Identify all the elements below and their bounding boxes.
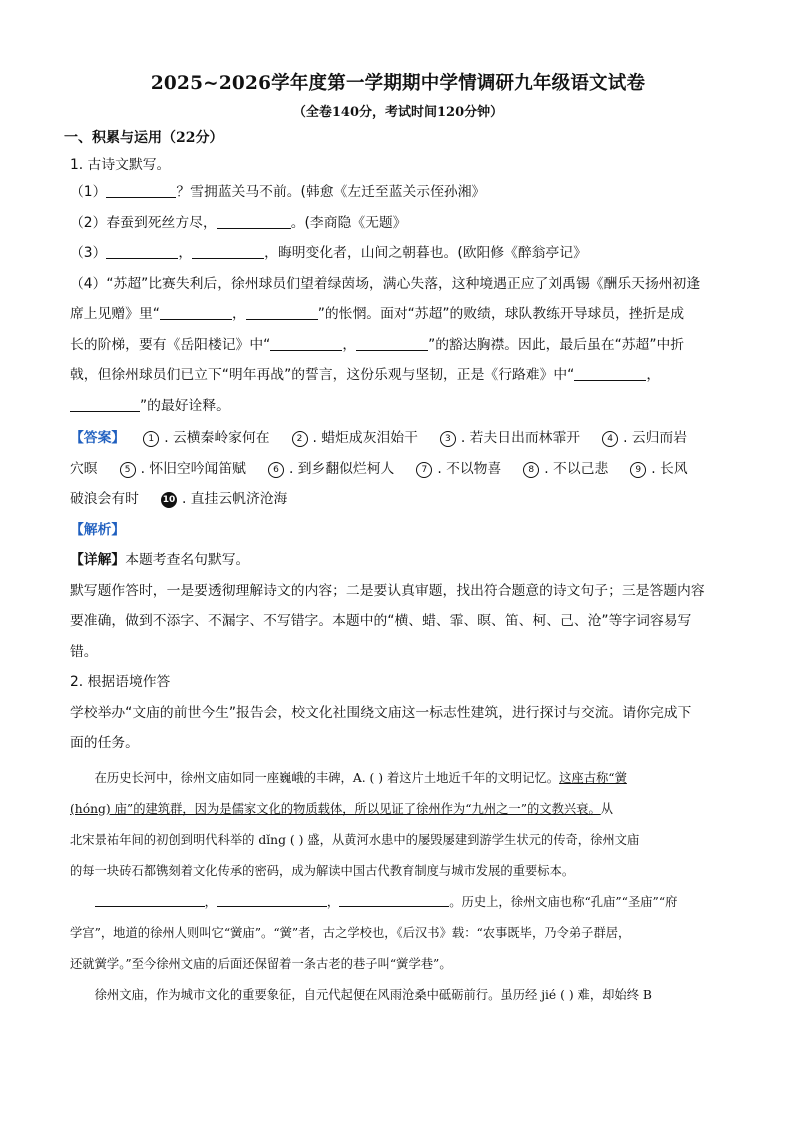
- passage-line: 学宫”，地道的徐州人则叫它“黉庙”。“黉”者，古之学校也，《后汉书》载：“农事既毕，乃令弟子群居，: [70, 925, 631, 940]
- answer-text: . 长风: [651, 460, 688, 477]
- item-text: ”的豁达胸襟。因此，最后虽在“苏超”中折: [428, 336, 685, 353]
- detail-text: 本题考查名句默写。: [125, 552, 250, 568]
- page-subtitle: （全卷140分，考试时间120分钟）: [292, 105, 504, 120]
- item-text: ，: [231, 306, 246, 322]
- number-badge: 9: [630, 462, 646, 478]
- question-2-intro: 面的任务。: [70, 735, 139, 751]
- answer-text: 穴暝: [70, 460, 98, 477]
- answer-tag: 【答案】: [70, 430, 126, 446]
- number-badge: 4: [602, 431, 618, 447]
- analysis-tag: 【解析】: [70, 521, 126, 538]
- question-1-label: 1. 古诗文默写。: [70, 157, 171, 173]
- number-badge: 3: [440, 431, 456, 447]
- underlined-sentence: (hóng) 庙”的建筑群，因为是儒家文化的物质载体，所以见证了徐州作为“九州之一”的文教兴衰。: [70, 801, 601, 816]
- passage-text: ，: [204, 894, 217, 909]
- item-line: [70, 391, 726, 422]
- answer-item: [602, 430, 687, 446]
- item-text: 。(李商隐《无题》: [290, 214, 407, 231]
- answer-item: [120, 461, 246, 477]
- question-2-label: 2. 根据语境作答: [70, 674, 171, 690]
- item-text: ，: [178, 245, 193, 261]
- number-badge: 8: [523, 462, 539, 478]
- passage-line: 的每一块砖石都镌刻着文化传承的密码，成为解读中国古代教育制度与城市发展的重要标本。: [70, 863, 575, 878]
- answer-text: . 直挂云帆济沧海: [181, 491, 288, 507]
- number-badge: 6: [268, 462, 284, 478]
- answer-blank: [246, 305, 318, 320]
- item-text: ，晦明变化者，山间之朝暮也。(欧阳修《醉翁亭记》: [264, 245, 587, 261]
- passage-text: 。历史上，徐州文庙也称“孔庙”“圣庙”“府: [449, 894, 678, 909]
- answer-item: [143, 430, 269, 446]
- detail-tag: 【详解】: [70, 552, 126, 568]
- item-text: （3）: [70, 245, 107, 261]
- answer-line: [70, 454, 726, 485]
- answer-item: [292, 430, 418, 446]
- underlined-sentence: 这座古称“黉: [559, 770, 627, 785]
- passage-line: [70, 794, 726, 825]
- answer-item: [440, 430, 580, 446]
- item-text: ”的怅惘。面对“苏超”的败绩，球队教练开导球员，挫折是成: [317, 306, 685, 322]
- answer-blank: [339, 894, 449, 907]
- answer-blank: [356, 336, 428, 351]
- question-1-item-4: [70, 269, 726, 422]
- answer-blank: [192, 244, 264, 259]
- answer-item: [161, 491, 287, 507]
- answer-blank: [95, 894, 205, 907]
- answer-item: [630, 461, 687, 477]
- answer-text: . 到乡翻似烂柯人: [288, 460, 395, 477]
- detail-line: [70, 545, 726, 576]
- answer-item: [416, 461, 501, 477]
- item-text: （4）“苏超”比赛失利后，徐州球员们望着绿茵场，满心失落，这种境遇正应了刘禹锡《酬乐天扬州初逢: [70, 275, 701, 292]
- number-badge: 5: [120, 462, 136, 478]
- item-text: ，: [342, 336, 357, 353]
- section-heading: 一、积累与运用（22分）: [64, 130, 224, 146]
- answer-text: . 若夫日出而林霏开: [460, 430, 581, 446]
- answer-item: [268, 461, 394, 477]
- number-badge: 2: [292, 431, 308, 447]
- number-badge: 1: [143, 431, 159, 447]
- answer-text: 破浪会有时: [70, 491, 139, 507]
- analysis-text: 要准确，做到不添字、不漏字、不写错字。本题中的“横、蜡、霏、暝、笛、柯、己、沧”等字词容易写: [70, 613, 692, 629]
- passage-paragraph-1: [70, 763, 726, 794]
- analysis-text: 错。: [70, 643, 98, 660]
- answer-blank: [574, 366, 646, 381]
- answer-text: . 云横秦岭家何在: [164, 430, 270, 446]
- page-title: 2025~2026学年度第一学期期中学情调研九年级语文试卷: [150, 73, 646, 94]
- passage-text: 在历史长河中，徐州文庙如同一座巍峨的丰碑，A. ( ) 着这片土地近千年的文明记忆。: [94, 770, 560, 785]
- answer-line: [70, 484, 726, 515]
- analysis-text: 默写题作答时，一是要透彻理解诗文的内容；二是要认真审题，找出符合题意的诗文句子；三是答题内容: [70, 582, 705, 599]
- passage-paragraph-2: [70, 887, 726, 918]
- item-text: 戟，但徐州球员们已立下“明年再战”的誓言，这份乐观与坚韧，正是《行路难》中“: [70, 367, 575, 383]
- passage-text: 从: [600, 801, 614, 816]
- passage-text: ，: [326, 894, 340, 909]
- item-text: （1）: [70, 184, 107, 200]
- question-2-intro: 学校举办“文庙的前世今生”报告会，校文化社围绕文庙这一标志性建筑，进行探讨与交流。请你完成下: [70, 704, 692, 721]
- answer-text: . 不以物喜: [437, 460, 502, 477]
- passage-line: 北宋景祐年间的初创到明代科举的 dǐng ( ) 盛，从黄河水患中的屡毁屡建到游学生状元的传奇，徐州文庙: [70, 832, 640, 847]
- answer-block: [70, 423, 726, 515]
- answer-line: [70, 423, 726, 454]
- answer-item: [523, 461, 608, 477]
- answer-blank: [217, 214, 291, 229]
- answer-text: . 蜡炬成灰泪始干: [312, 430, 418, 446]
- answer-text: . 不以己悲: [544, 460, 609, 477]
- question-1-item-2: [70, 208, 726, 239]
- question-1: [70, 154, 726, 421]
- answer-blank: [106, 244, 178, 259]
- answer-blank: [270, 336, 342, 351]
- answer-blank: [217, 894, 327, 907]
- item-line: [70, 330, 726, 361]
- question-1-item-3: [70, 238, 726, 269]
- passage-paragraph-3: 徐州文庙，作为城市文化的重要象征，自元代起便在风雨沧桑中砥砺前行。虽历经 jié ( ) 难，却始终 B: [94, 987, 652, 1002]
- answer-blank: [160, 305, 232, 320]
- question-2: [70, 667, 726, 759]
- item-text: （2）春蚕到死丝方尽，: [70, 214, 217, 231]
- item-text: 席上见赠》里“: [70, 306, 160, 322]
- answer-text: . 怀旧空吟闻笛赋: [140, 460, 246, 477]
- reading-passage: [70, 763, 726, 1011]
- answer-text: . 云归而岩: [623, 430, 688, 446]
- answer-blank: [106, 183, 176, 198]
- item-text: 长的阶梯，要有《岳阳楼记》中“: [70, 336, 271, 353]
- item-text: ，: [646, 367, 661, 383]
- analysis-block: [70, 515, 726, 668]
- item-text: ？雪拥蓝关马不前。(韩愈《左迁至蓝关示侄孙湘》: [176, 184, 486, 200]
- number-badge: 10: [161, 492, 177, 508]
- question-1-item-1: [70, 177, 726, 208]
- item-line: [70, 299, 726, 330]
- passage-line: 还就黉学。”至今徐州文庙的后面还保留着一条古老的巷子叫“黉学巷”。: [70, 956, 452, 971]
- answer-blank: [70, 397, 140, 412]
- item-line: [70, 360, 726, 391]
- number-badge: 7: [416, 462, 432, 478]
- item-text: ”的最好诠释。: [140, 397, 230, 414]
